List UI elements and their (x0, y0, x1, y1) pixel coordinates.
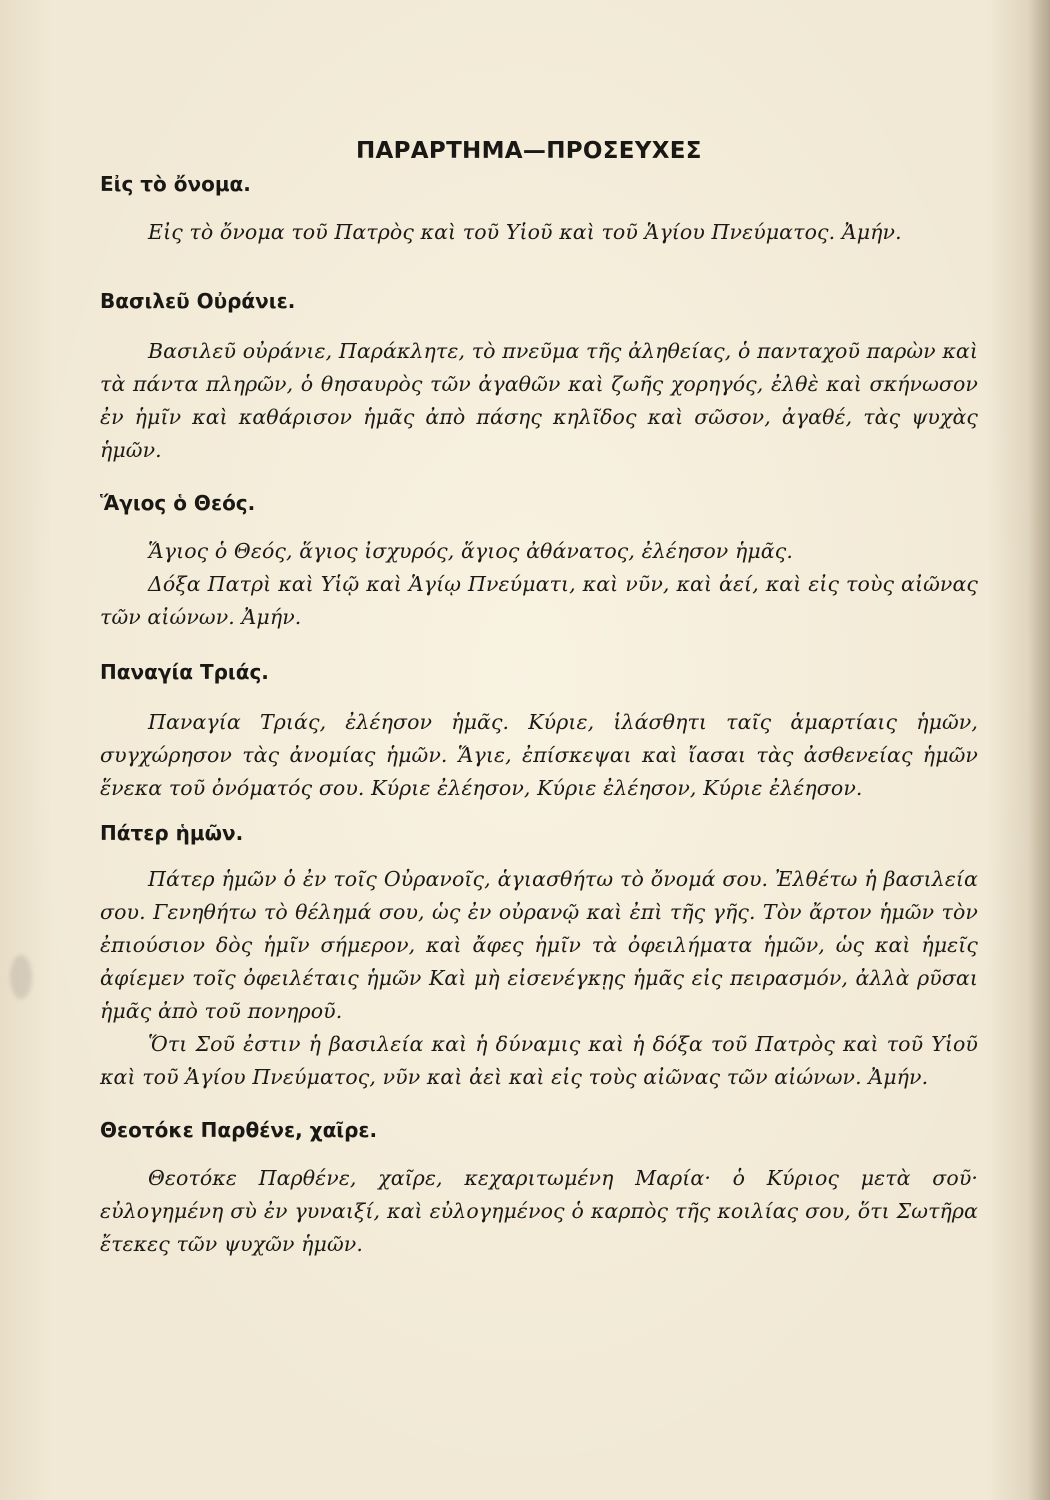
prayer-paragraph: Πάτερ ἡμῶν ὁ ἐν τοῖς Οὐρανοῖς, ἁγιασθήτω τὸ ὄνομά σου. Ἐλθέτω ἡ βασιλεία σου. Γενηθήτω τὸ θέλημά σου, ὡς ἐν οὐρανῷ καὶ ἐπὶ τῆς γῆς. Τὸν ἄρτον ἡμῶν τὸν ἐπιούσιον δὸς ἡμῖν σήμερον, καὶ ἄφες ἡμῖν τὰ ὀφειλήματα ἡμῶν, ὡς καὶ ἡμεῖς ἀφίεμεν τοῖς ὀφειλέταις ἡμῶν Καὶ μὴ εἰσενέγκῃς ἡμᾶς εἰς πειρασμόν, ἀλλὰ ρῦσαι ἡμᾶς ἀπὸ τοῦ πονηροῦ. (100, 867, 978, 1023)
prayer-paragraph: Δόξα Πατρὶ καὶ Υἱῷ καὶ Ἁγίῳ Πνεύματι, καὶ νῦν, καὶ ἀεί, καὶ εἰς τοὺς αἰῶνας τῶν αἰώνων. Ἀμήν. (100, 572, 978, 629)
prayer-heading: Θεοτόκε Παρθένε, χαῖρε. (100, 1118, 378, 1142)
punch-hole-mark (10, 955, 32, 999)
prayer-paragraph: Ὅτι Σοῦ ἐστιν ἡ βασιλεία καὶ ἡ δύναμις καὶ ἡ δόξα τοῦ Πατρὸς καὶ τοῦ Υἱοῦ καὶ τοῦ Ἁγίου Πνεύματος, νῦν καὶ ἀεὶ καὶ εἰς τοὺς αἰῶνας τῶν αἰώνων. Ἀμήν. (100, 1032, 978, 1089)
prayer-heading: Βασιλεῦ Οὐράνιε. (100, 289, 296, 313)
prayer-paragraph: Θεοτόκε Παρθένε, χαῖρε, κεχαριτωμένη Μαρία· ὁ Κύριος μετὰ σοῦ· εὐλογημένη σὺ ἐν γυναιξί, καὶ εὐλογημένος ὁ καρπὸς τῆς κοιλίας σου, ὅτι Σωτῆρα ἔτεκες τῶν ψυχῶν ἡμῶν. (100, 1166, 978, 1256)
prayer-heading: Παναγία Τριάς. (100, 660, 269, 684)
prayer-heading: Πάτερ ἡμῶν. (100, 821, 244, 845)
prayer-heading: Ἅγιος ὁ Θεός. (100, 491, 256, 515)
prayer-paragraph: Βασιλεῦ οὐράνιε, Παράκλητε, τὸ πνεῦμα τῆς ἀληθείας, ὁ πανταχοῦ παρὼν καὶ τὰ πάντα πληρῶν, ὁ θησαυρὸς τῶν ἀγαθῶν καὶ ζωῆς χορηγός, ἐλθὲ καὶ σκήνωσον ἐν ἡμῖν καὶ καθάρισον ἡμᾶς ἀπὸ πάσης κηλῖδος καὶ σῶσον, ἀγαθέ, τὰς ψυχὰς ἡμῶν. (100, 339, 978, 462)
prayer-section-our-father (100, 821, 978, 1094)
prayer-section-theotokos (100, 1118, 978, 1261)
prayer-section-in-the-name (100, 172, 978, 249)
prayer-heading: Εἰς τὸ ὄνομα. (100, 172, 251, 196)
page-binding-shadow (1028, 0, 1050, 1500)
prayers-content (100, 130, 978, 1261)
prayer-section-holy-god (100, 491, 978, 634)
page-title: ΠΑΡΑΡΤΗΜΑ—ΠΡΟΣΕΥΧΕΣ (356, 138, 702, 164)
prayer-paragraph: Παναγία Τριάς, ἐλέησον ἡμᾶς. Κύριε, ἱλάσθητι ταῖς ἁμαρτίαις ἡμῶν, συγχώρησον τὰς ἀνομίας ἡμῶν. Ἅγιε, ἐπίσκεψαι καὶ ἴασαι τὰς ἀσθενείας ἡμῶν ἕνεκα τοῦ ὀνόματός σου. Κύριε ἐλέησον, Κύριε ἐλέησον, Κύριε ἐλέησον. (100, 710, 978, 800)
prayer-paragraph: Ἅγιος ὁ Θεός, ἅγιος ἰσχυρός, ἅγιος ἀθάνατος, ἐλέησον ἡμᾶς. (148, 539, 793, 563)
prayer-section-holy-trinity (100, 660, 978, 805)
prayer-paragraph: Εἰς τὸ ὄνομα τοῦ Πατρὸς καὶ τοῦ Υἱοῦ καὶ τοῦ Ἁγίου Πνεύματος. Ἀμήν. (148, 220, 902, 244)
prayer-section-heavenly-king (100, 289, 978, 467)
